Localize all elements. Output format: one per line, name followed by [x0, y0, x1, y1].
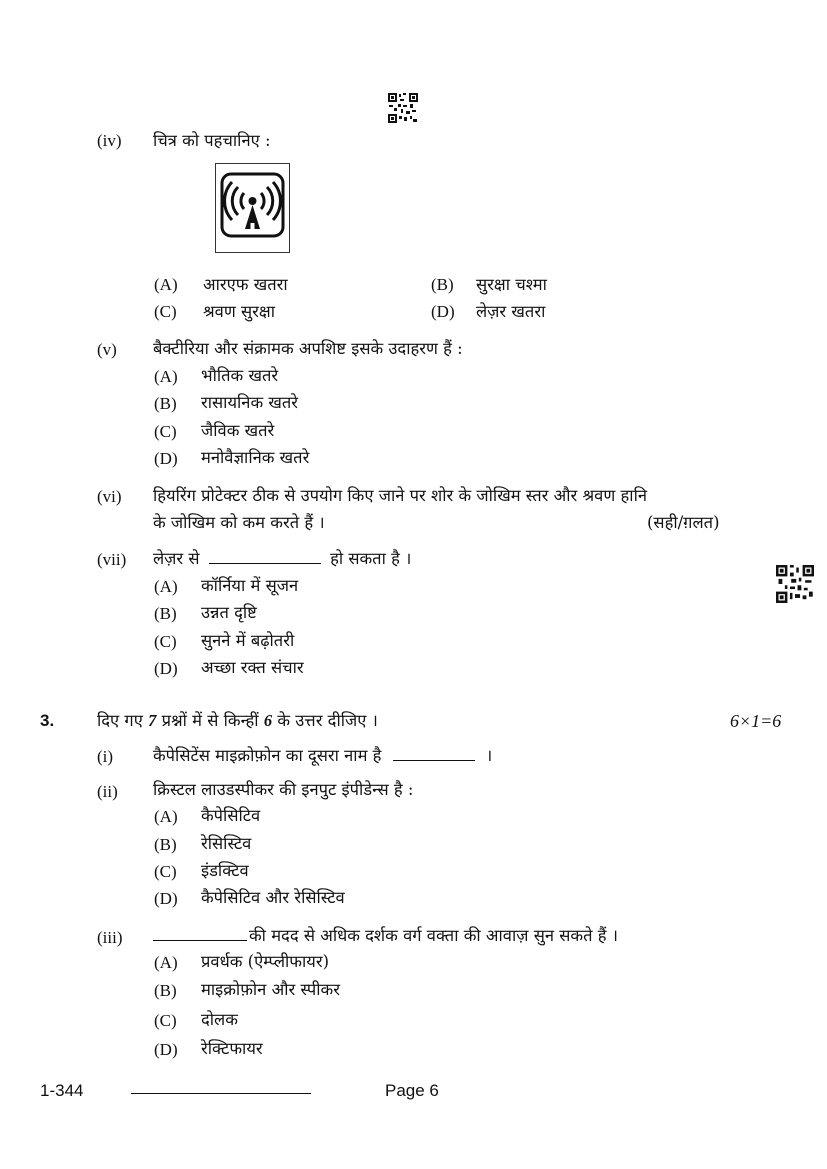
option-label: (D)	[154, 1040, 178, 1059]
intro-text: के उत्तर दीजिए ।	[277, 711, 378, 730]
option-label: (D)	[154, 659, 178, 678]
option-label: (B)	[154, 604, 177, 623]
fill-blank	[393, 746, 475, 761]
question-text	[153, 925, 618, 947]
fill-blank	[209, 549, 321, 564]
option-text: प्रवर्धक (ऐम्प्लीफायर)	[201, 952, 330, 971]
option-text: उन्नत दृष्टि	[201, 603, 257, 622]
qr-code-top	[388, 93, 418, 123]
option-text: रासायनिक खतरे	[201, 393, 299, 412]
question-text	[153, 548, 411, 570]
option-label: (A)	[154, 577, 178, 596]
question-number: (iii)	[97, 928, 123, 947]
question-text	[153, 745, 492, 767]
question-text: हियरिंग प्रोटेक्टर ठीक से उपयोग किए जाने पर शोर के जोखिम स्तर और श्रवण हानि	[153, 486, 647, 505]
option-text: सुनने में बढ़ोतरी	[201, 631, 295, 650]
option-label: (D)	[154, 449, 178, 468]
question-end: ।	[485, 746, 493, 765]
option-label: (D)	[154, 889, 178, 908]
option-text: अच्छा रक्त संचार	[201, 658, 304, 677]
question-text: बैक्टीरिया और संक्रामक अपशिष्ट इसके उदाहरण हैं :	[153, 339, 463, 358]
option-text: सुरक्षा चश्मा	[476, 275, 547, 294]
marks: 6×1=6	[730, 711, 782, 731]
question-number: (v)	[97, 340, 117, 359]
question-text-cont: के जोखिम को कम करते हैं ।	[153, 513, 325, 532]
option-text: कैपेसिटिव	[201, 806, 261, 825]
option-label: (C)	[154, 632, 177, 651]
intro-count: 6	[263, 711, 273, 730]
question-intro	[97, 710, 378, 732]
true-false-hint: (सही/ग़लत)	[647, 513, 720, 532]
option-label: (B)	[154, 394, 177, 413]
option-label: (C)	[154, 862, 177, 881]
option-text: रेसिस्टिव	[201, 834, 252, 853]
option-text: आरएफ खतरा	[203, 275, 288, 294]
option-text: जैविक खतरे	[201, 421, 275, 440]
question-number: (vii)	[97, 550, 127, 569]
qr-code-side	[776, 565, 814, 603]
option-label: (B)	[154, 835, 177, 854]
option-label: (A)	[154, 367, 178, 386]
question-number: (i)	[97, 747, 114, 766]
option-label: (D)	[431, 302, 455, 321]
question-number: (iv)	[97, 131, 122, 150]
option-label: (C)	[154, 422, 177, 441]
intro-text: दिए गए	[97, 711, 143, 730]
wireless-radiation-hazard-icon	[215, 163, 290, 253]
paper-code: 1-344	[40, 1081, 84, 1100]
option-label: (C)	[154, 1011, 177, 1030]
option-label: (A)	[154, 275, 178, 294]
question-number: (vi)	[97, 487, 122, 506]
option-text: मनोवैज्ञानिक खतरे	[201, 448, 310, 467]
question-text-before: लेज़र से	[153, 549, 200, 568]
option-text: माइक्रोफ़ोन और स्पीकर	[201, 980, 340, 999]
question-text: चित्र को पहचानिए :	[153, 131, 271, 150]
question-text-main: की मदद से अधिक दर्शक वर्ग वक्ता की आवाज़ सुन सकते हैं ।	[249, 926, 618, 945]
fill-blank	[153, 926, 247, 941]
option-label: (A)	[154, 807, 178, 826]
option-text: कैपेसिटिव और रेसिस्टिव	[201, 888, 345, 907]
question-number-main: 3.	[40, 711, 55, 730]
question-text: क्रिस्टल लाउडस्पीकर की इनपुट इंपीडेन्स है :	[153, 780, 414, 799]
page-number: Page 6	[385, 1081, 439, 1100]
option-text: भौतिक खतरे	[201, 366, 279, 385]
option-text: श्रवण सुरक्षा	[203, 302, 276, 321]
option-text: लेज़र खतरा	[476, 302, 546, 321]
question-text-main: कैपेसिटेंस माइक्रोफ़ोन का दूसरा नाम है	[153, 746, 382, 765]
intro-count: 7	[148, 711, 157, 730]
question-number: (ii)	[97, 782, 118, 801]
option-text: रेक्टिफायर	[201, 1039, 263, 1058]
option-text: इंडक्टिव	[201, 861, 249, 880]
option-text: दोलक	[201, 1010, 238, 1029]
option-text: कॉर्निया में सूजन	[201, 576, 299, 595]
question-text-after: हो सकता है ।	[330, 549, 412, 568]
option-label: (B)	[431, 275, 454, 294]
footer-divider	[131, 1093, 311, 1094]
option-label: (A)	[154, 953, 178, 972]
option-label: (B)	[154, 981, 177, 1000]
intro-text: प्रश्नों में से किन्हीं	[161, 711, 259, 730]
option-label: (C)	[154, 302, 177, 321]
